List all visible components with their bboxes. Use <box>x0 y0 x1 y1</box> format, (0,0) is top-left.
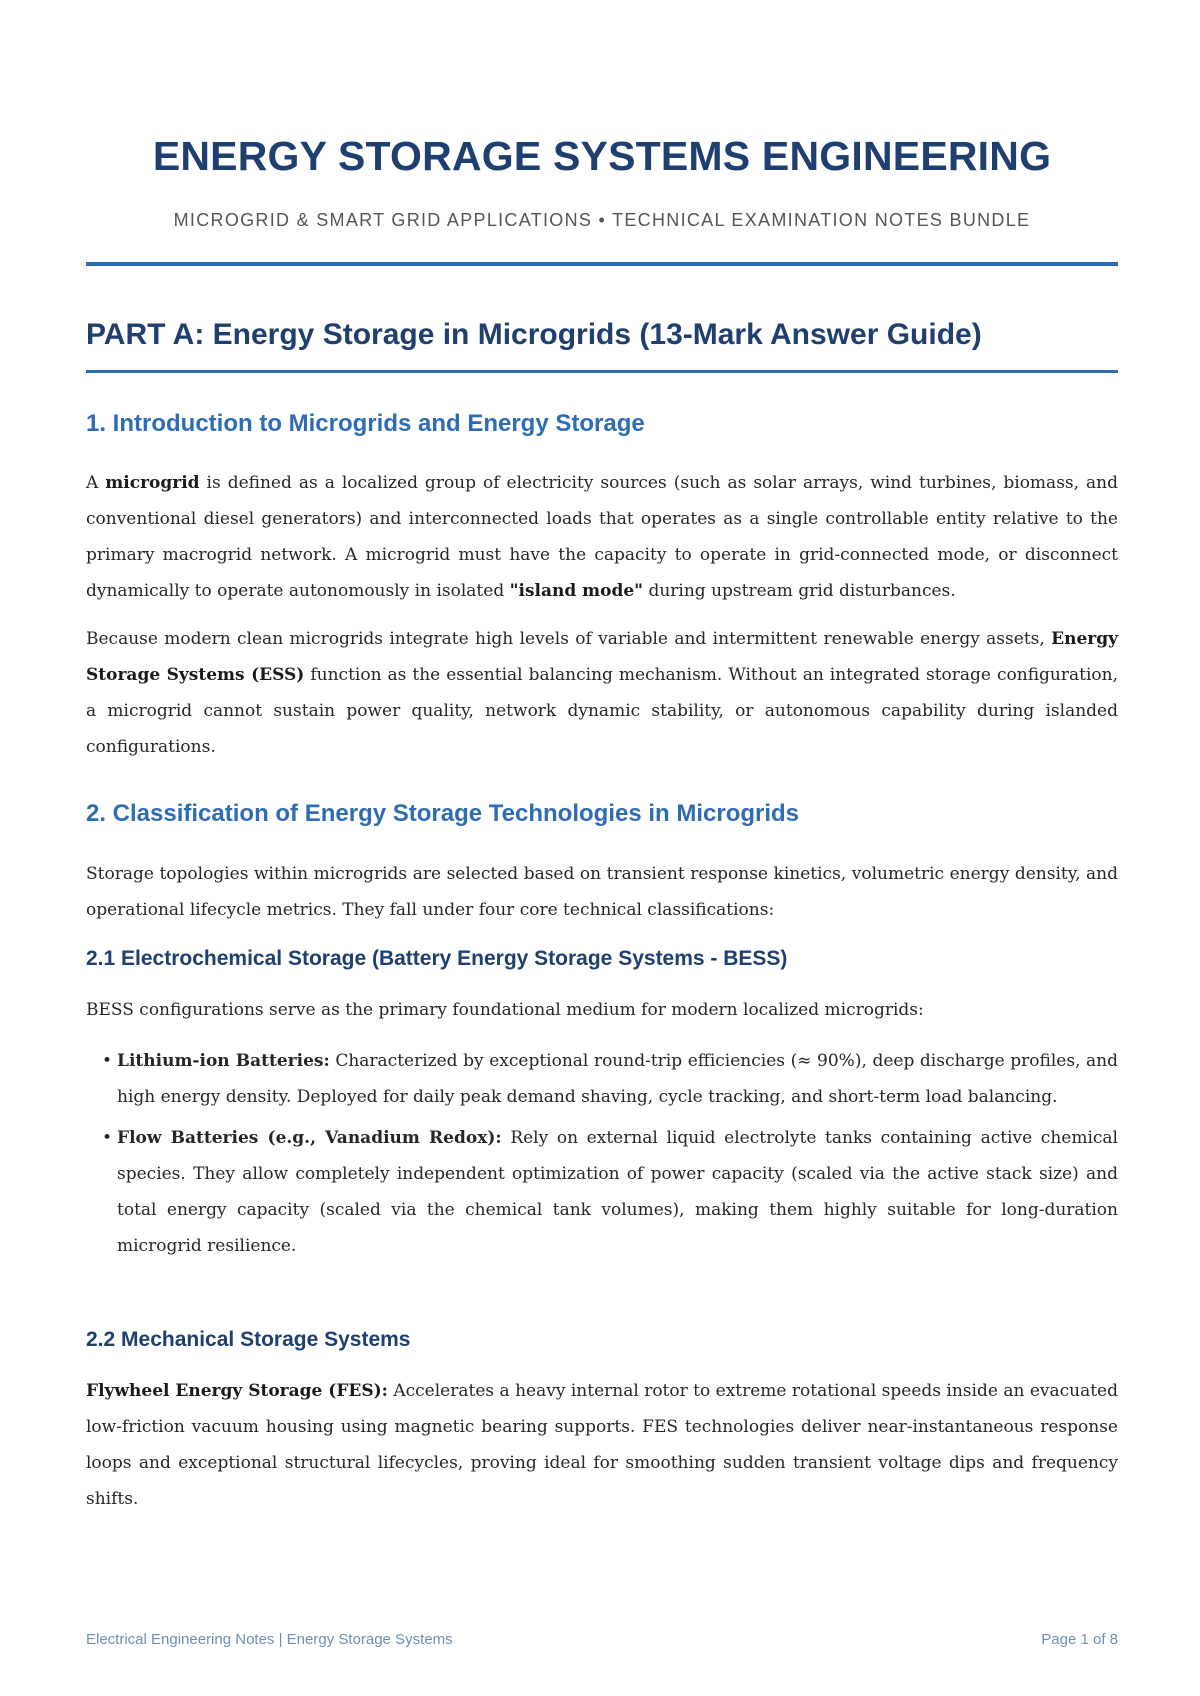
term-island-mode: "island mode" <box>509 581 644 601</box>
section-2-heading: 2. Classification of Energy Storage Technologies in Microgrids <box>86 800 800 827</box>
header-divider <box>86 262 1118 266</box>
list-item <box>86 1120 1118 1264</box>
document-subtitle: MICROGRID & SMART GRID APPLICATIONS • TECHNICAL EXAMINATION NOTES BUNDLE <box>173 210 1031 230</box>
bess-bullet-list <box>86 1043 1118 1269</box>
subsection-2-1-heading: 2.1 Electrochemical Storage (Battery Energy Storage Systems - BESS) <box>86 947 788 970</box>
part-a-divider <box>86 370 1118 373</box>
term-microgrid: microgrid <box>105 473 200 493</box>
section-1-paragraph-1 <box>86 465 1118 609</box>
bullet-term: Lithium-ion Batteries: <box>117 1051 330 1071</box>
part-a-heading: PART A: Energy Storage in Microgrids (13-Mark Answer Guide) <box>86 318 982 351</box>
term-ess: Energy Storage Systems (ESS) <box>86 629 1118 685</box>
text-run: during upstream grid disturbances. <box>643 581 956 601</box>
section-1-paragraph-2 <box>86 621 1118 765</box>
document-page <box>86 0 1118 1696</box>
text-run: function as the essential balancing mechanism. Without an integrated storage configuration, a microgrid cannot sustain power quality, network dynamic stability, or autonomous capability during islanded configurations. <box>86 665 1118 757</box>
page-number: Page 1 of 8 <box>1041 1631 1118 1648</box>
text-run: A <box>86 473 106 493</box>
text-run: Accelerates a heavy internal rotor to extreme rotational speeds inside an evacuated low-friction vacuum housing using magnetic bearing supports. FES technologies deliver near-instantaneous response loops and exceptional structural lifecycles, proving ideal for smoothing sudden transient voltage dips and frequency shifts. <box>86 1381 1118 1509</box>
subsection-2-1-intro: BESS configurations serve as the primary foundational medium for modern localized microgrids: <box>86 1000 924 1020</box>
list-item <box>86 1043 1118 1115</box>
bullet-text: Characterized by exceptional round-trip efficiencies (≈ 90%), deep discharge profiles, and high energy density. Deployed for daily peak demand shaving, cycle tracking, and short-term load balancing. <box>117 1051 1118 1107</box>
section-1-heading: 1. Introduction to Microgrids and Energy Storage <box>86 410 645 437</box>
footer-title: Electrical Engineering Notes | Energy Storage Systems <box>86 1631 453 1648</box>
subsection-2-2-heading: 2.2 Mechanical Storage Systems <box>86 1328 411 1351</box>
subsection-2-2-paragraph <box>86 1373 1118 1517</box>
section-2-intro: Storage topologies within microgrids are selected based on transient response kinetics, volumetric energy density, and operational lifecycle metrics. They fall under four core technical classifications: <box>86 864 1118 920</box>
term-fes: Flywheel Energy Storage (FES): <box>86 1381 388 1401</box>
text-run: Because modern clean microgrids integrate high levels of variable and intermittent renewable energy assets, <box>86 629 1052 649</box>
document-title: ENERGY STORAGE SYSTEMS ENGINEERING <box>152 133 1052 179</box>
text-run: is defined as a localized group of electricity sources (such as solar arrays, wind turbines, biomass, and conventional diesel generators) and interconnected loads that operates as a single controllable entity relative to the primary macrogrid network. A microgrid must have the capacity to operate in grid-connected mode, or disconnect dynamically to operate autonomously in isolated <box>86 473 1119 601</box>
bullet-text: Rely on external liquid electrolyte tanks containing active chemical species. They allow completely independent optimization of power capacity (scaled via the active stack size) and total energy capacity (scaled via the chemical tank volumes), making them highly suitable for long-duration microgrid resilience. <box>117 1128 1118 1256</box>
bullet-term: Flow Batteries (e.g., Vanadium Redox): <box>117 1128 502 1148</box>
